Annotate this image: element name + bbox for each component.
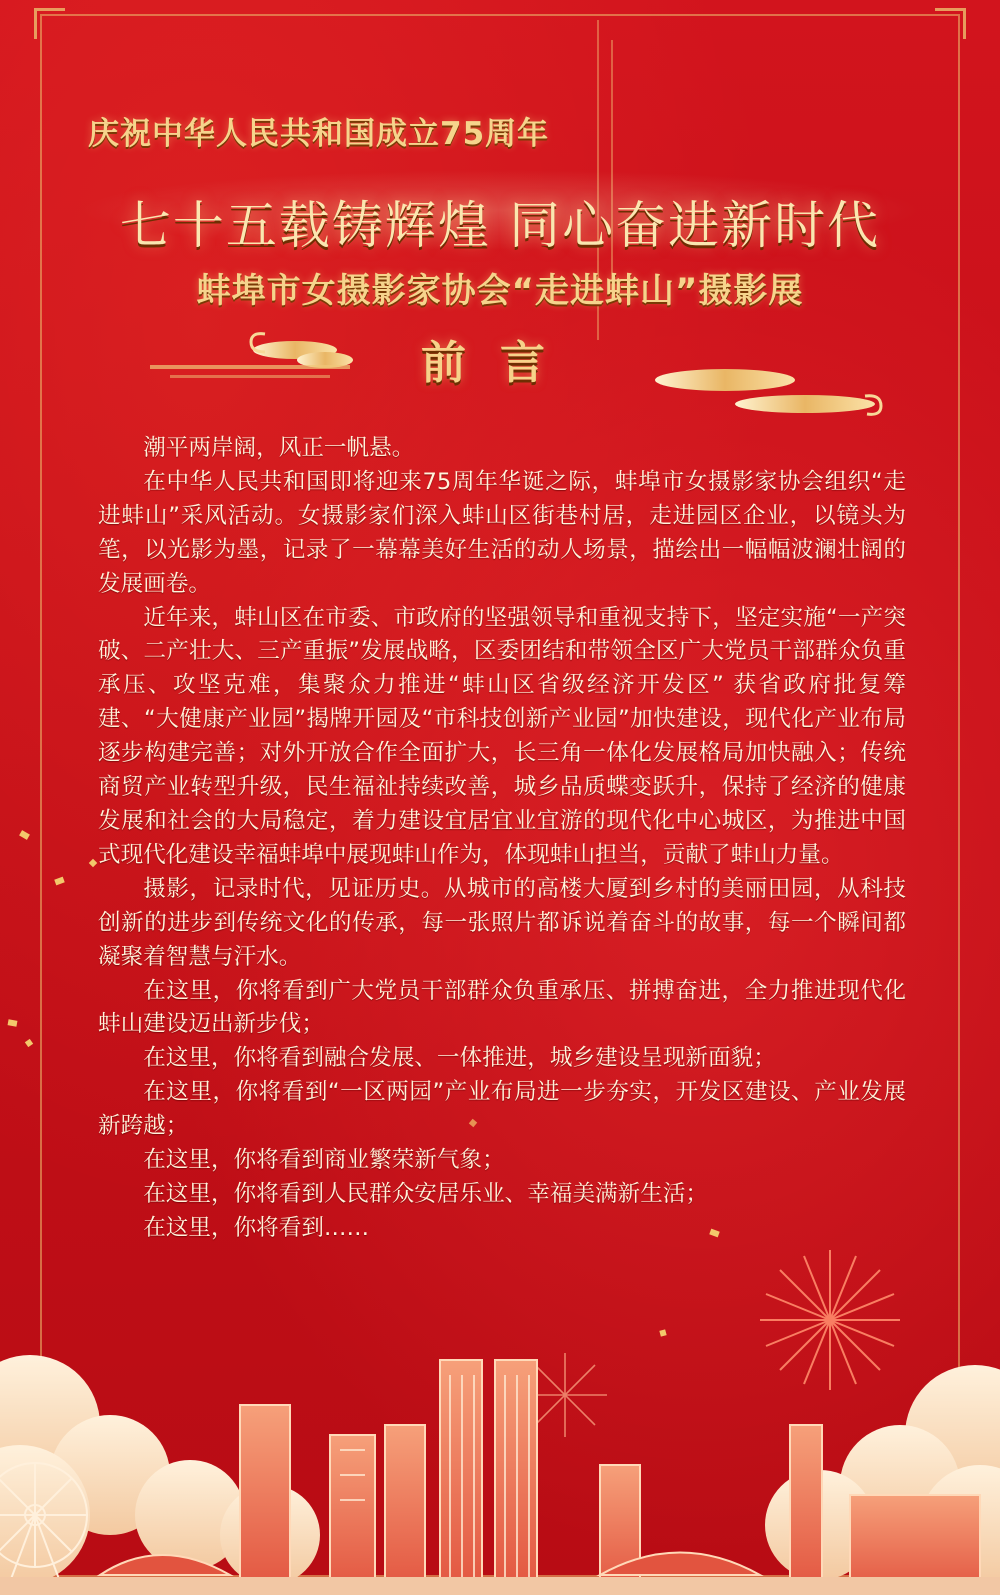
preface-title: 前言 xyxy=(420,336,579,389)
preface-body xyxy=(98,432,906,1246)
paragraph: 在这里，你将看到…… xyxy=(143,1214,370,1241)
confetti xyxy=(8,1019,18,1026)
paragraph: 在这里，你将看到“一区两园”产业布局进一步夯实，开发区建设、产业发展新跨越； xyxy=(98,1079,906,1140)
headline: 七十五载铸辉煌 同心奋进新时代 xyxy=(119,197,881,256)
kicker-title: 庆祝中华人民共和国成立75周年 xyxy=(88,116,550,152)
paragraph: 在这里，你将看到广大党员干部群众负重承压、拼搏奋进，全力推进现代化蚌山建设迈出新步伐； xyxy=(98,977,906,1038)
paragraph: 在这里，你将看到人民群众安居乐业、幸福美满新生活； xyxy=(143,1180,709,1207)
subheadline: 蚌埠市女摄影家协会“走进蚌山”摄影展 xyxy=(196,271,804,311)
paragraph: 摄影，记录时代，见证历史。从城市的高楼大厦到乡村的美丽田园，从科技创新的进步到传统文化的传承，每一张照片都诉说着奋斗的故事，每一个瞬间都凝聚着智慧与汗水。 xyxy=(98,875,906,970)
paragraph: 在中华人民共和国即将迎来75周年华诞之际，蚌埠市女摄影家协会组织“走进蚌山”采风活动。女摄影家们深入蚌山区街巷村居，走进园区企业，以镜头为笔，以光影为墨，记录了一幕幕美好生活的动人场景，描绘出一幅幅波澜壮阔的发展画卷。 xyxy=(98,468,906,597)
paragraph: 近年来，蚌山区在市委、市政府的坚强领导和重视支持下，坚定实施“一产突破、二产壮大、三产重振”发展战略，区委团结和带领全区广大党员干部群众负重承压、攻坚克难，集聚众力推进“蚌山区省级经济开发区” 获省政府批复筹建、“大健康产业园”揭牌开园及“市科技创新产业园”加快建设，现代化产业布局逐步构建完善；对外开放合作全面扩大，长三角一体化发展格局加快融入；传统商贸产业转型升级，民生福祉持续改善，城乡品质蝶变跃升，保持了经济的健康发展和社会的大局稳定，着力建设宜居宜业宜游的现代化中心城区，为推进中国式现代化建设幸福蚌埠中展现蚌山作为，体现蚌山担当，贡献了蚌山力量。 xyxy=(98,604,906,868)
paragraph: 潮平两岸阔，风正一帆悬。 xyxy=(143,435,415,461)
paragraph: 在这里，你将看到融合发展、一体推进，城乡建设呈现新面貌； xyxy=(143,1045,776,1072)
paragraph: 在这里，你将看到商业繁荣新气象； xyxy=(143,1147,505,1174)
city-skyline-illustration xyxy=(0,1315,1000,1595)
